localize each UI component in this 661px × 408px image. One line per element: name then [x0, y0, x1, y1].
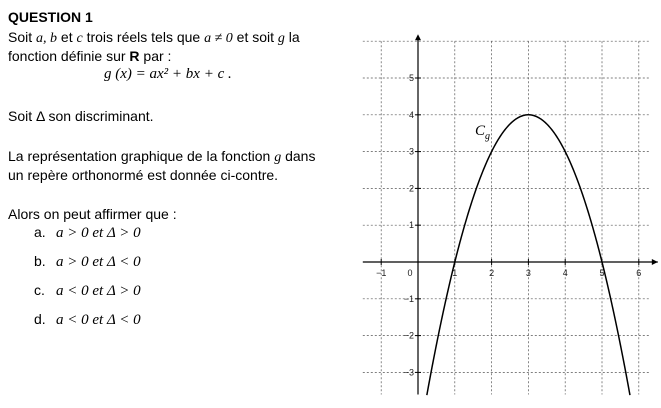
x-tick-label: 6 — [636, 268, 642, 278]
y-tick-label: 2 — [408, 183, 414, 194]
x-tick-label: −1 — [376, 268, 387, 278]
y-tick-label: 3 — [408, 146, 414, 157]
vars-ab: a, b — [36, 31, 58, 46]
graph-statement-line-2: un repère orthonormé est donnée ci-contre. — [8, 167, 279, 183]
discriminant-text: Soit Δ son discriminant. — [8, 108, 154, 124]
option-label: c. — [34, 282, 45, 298]
option-label: a. — [34, 224, 46, 240]
y-tick-label: 4 — [408, 109, 414, 120]
text: trois réels tels que — [82, 29, 205, 45]
option-text: a > 0 et Δ > 0 — [56, 225, 141, 241]
x-tick-label: 5 — [599, 268, 605, 278]
option-text: a < 0 et Δ < 0 — [56, 312, 141, 328]
set-R: R — [129, 48, 140, 64]
prompt-text: Alors on peut affirmer que : — [8, 206, 177, 222]
function-formula: g (x) = ax² + bx + c . — [104, 66, 232, 82]
option-label: b. — [34, 253, 46, 269]
y-tick-label: −2 — [403, 330, 414, 341]
option-text: a < 0 et Δ > 0 — [56, 283, 141, 299]
option-label: d. — [34, 311, 46, 327]
y-tick-label: −1 — [403, 293, 414, 304]
text: dans — [281, 148, 316, 164]
x-tick-label: 3 — [525, 268, 531, 278]
x-axis-arrow — [652, 259, 658, 265]
x-tick-label: 2 — [489, 268, 495, 278]
text: par : — [139, 48, 172, 64]
y-tick-label: 1 — [408, 220, 414, 231]
origin-label: 0 — [407, 268, 413, 278]
text: La représentation graphique de la fonction — [8, 148, 275, 164]
text: et — [57, 29, 77, 45]
option-text: a > 0 et Δ < 0 — [56, 254, 141, 270]
y-tick-label: −3 — [403, 367, 414, 378]
condition: a ≠ 0 — [204, 31, 233, 46]
question-title: QUESTION 1 — [8, 9, 93, 25]
curve-label-subscript: g — [485, 131, 491, 143]
curve-label: $C_g$ — [475, 123, 491, 143]
var-g: g — [277, 31, 285, 46]
var-c: c — [76, 31, 83, 46]
var-g: g — [274, 150, 282, 165]
text: et soit — [232, 29, 278, 45]
y-tick-label: 5 — [408, 73, 414, 83]
x-tick-label: 4 — [562, 268, 568, 278]
text: Soit — [8, 29, 37, 45]
x-tick-label: 1 — [452, 268, 458, 278]
text: la — [284, 29, 300, 45]
y-axis-arrow — [415, 34, 421, 40]
text: fonction définie sur — [8, 48, 130, 64]
